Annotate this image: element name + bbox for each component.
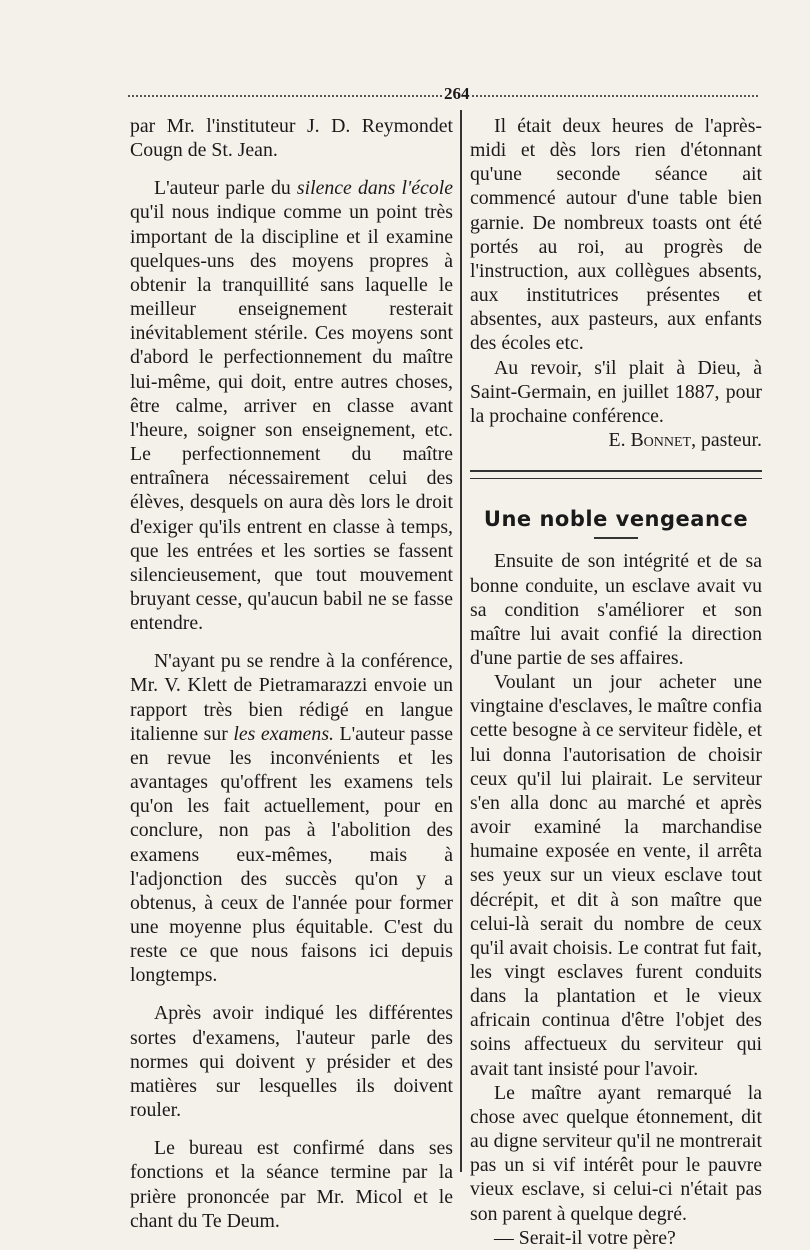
signature: E. Bonnet, pasteur. [608,429,762,452]
paragraph: par Mr. l'instituteur J. D. Reymondet Cougn de St. Jean. [130,115,453,162]
paragraph: Ensuite de son intégrité et de sa bonne conduite, un esclave avait vu sa condition s'améliorer et son maître lui avait confié la direction d'une partie de ses affaires. [470,550,762,669]
paragraph: Le maître ayant remarqué la chose avec quelque étonnement, dit au digne serviteur qu'il ne montrerait pas un si vif intérêt pour le pauvre vieux esclave, si celui-ci n'était pas son parent à quelque degré. [470,1081,762,1225]
article-title: Une noble vengeance [483,507,749,532]
paragraph: Après avoir indiqué les différentes sortes d'examens, l'auteur parle des normes qui doivent y présider et des matières sur lesquelles ils doivent rouler. [130,1002,453,1122]
paragraph: — Serait-il votre père? [494,1226,676,1249]
paragraph: Le bureau est confirmé dans ses fonctions et la séance termine par la prière prononcée par Mr. Micol et le chant du Te Deum. [130,1137,453,1232]
italic-term: les examens. [233,722,334,745]
paragraph: N'ayant pu se rendre à la conférence, Mr. V. Klett de Pietramarazzi envoie un rapport très bien rédigé en langue italienne sur les examens. L'auteur passe en revue les inconvénients et les avantages qu'offrent les examens tels qu'on les fait actuellement, pour en conclure, non pas à l'abolition des examens eux-mêmes, mais à l'adjonction des succès qu'on y a obtenus, à ceux de l'année pour former une moyenne plus équitable. C'est du reste ce que nous faisons ici depuis longtemps. [130,650,453,987]
column-separator [460,110,462,1172]
paragraph: Voulant un jour acheter une vingtaine d'esclaves, le maître confia cette besogne à ce serviteur fidèle, et lui donna l'autorisation de choisir ceux qu'il lui plairait. Le serviteur s'en alla donc au marché et après avoir examiné la marchandise humaine exposée en vente, il arrêta ses yeux sur un vieux esclave tout décrépit, et dit à son maître que celui-là serait du nombre de ceux qu'il avait choisis. Le contrat fut fait, les vingt esclaves furent conduits dans la plantation et le vieux africain continua d'être l'objet des soins affectueux du serviteur qui avait tant insisté pour l'avoir. [470,671,762,1080]
paragraph: Il était deux heures de l'après-midi et dès lors rien d'étonnant qu'une seconde séance ait commencé autour d'une table bien garnie. De nombreux toasts ont été portés au roi, au progrès de l'instruction, aux collègues absents, aux institutrices présentes et absentes, aux pasteurs, aux enfants des écoles etc. [470,115,762,355]
page-header [128,84,758,104]
title-rule [594,537,638,539]
section-double-rule [470,470,762,479]
left-column [130,114,453,1233]
paragraph: Au revoir, s'il plait à Dieu, à Saint-Germain, en juillet 1887, pour la prochaine conférence. [470,356,762,427]
page-number: 264 [444,84,470,103]
italic-term: silence dans l'école [296,177,453,200]
right-column [470,114,762,1250]
paragraph: L'auteur parle du silence dans l'école qu'il nous indique comme un point très important de la discipline et il examine quelques-uns des moyens propres à obtenir la tranquillité sans laquelle le meilleur enseignement resterait inévitablement stérile. Ces moyens sont d'abord le perfectionnement du maître lui-même, qui doit, entre autres choses, être calme, arriver en classe avant l'heure, soigner son enseignement, etc. Le perfectionnement du maître entraînera nécessairement celui des élèves, desquels on aura dès lors le droit d'exiger qu'ils entrent en classe à temps, que les entrées et les sorties se fassent silencieusement, que tout mouvement bruyant cesse, qu'aucun babil ne se fasse entendre. [130,177,453,635]
